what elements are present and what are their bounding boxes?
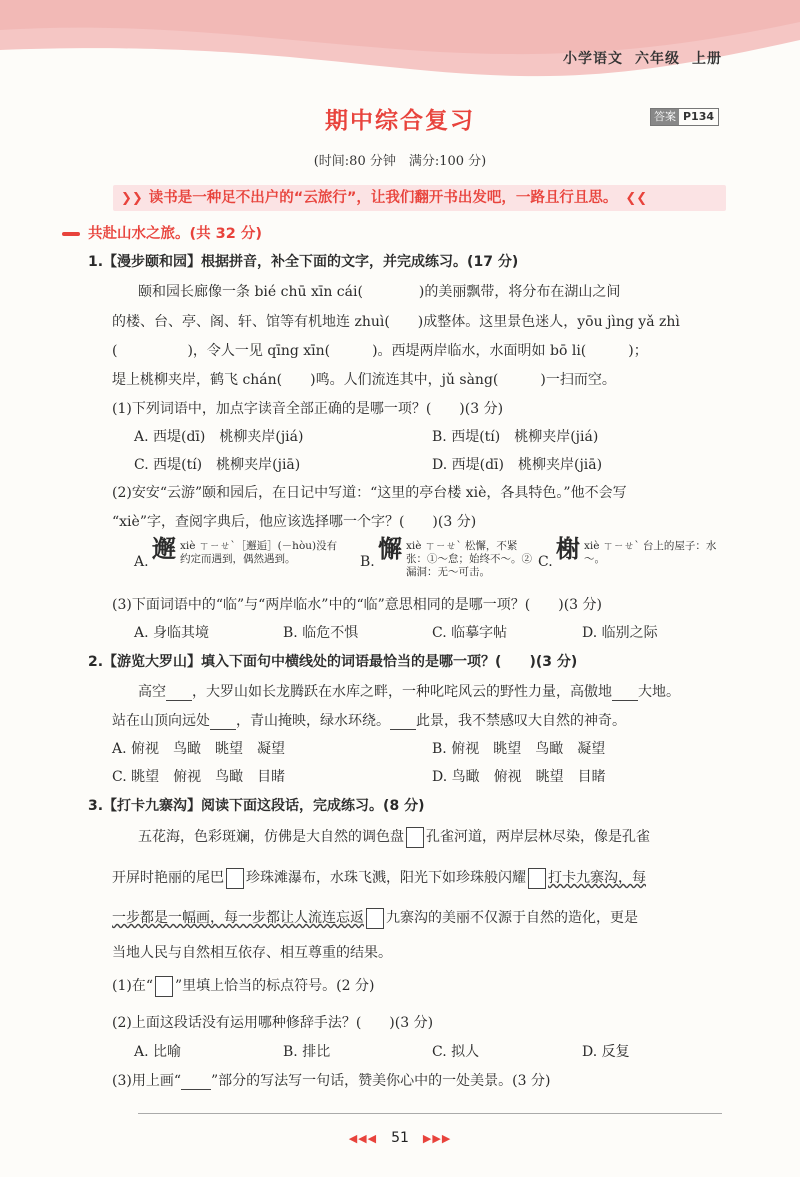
q1-sub3-option-c[interactable]: C. 临摹字帖 bbox=[432, 625, 508, 641]
page-header bbox=[0, 0, 800, 88]
answer-tag bbox=[650, 108, 719, 126]
section-title: 共赴山水之旅。(共 32 分) bbox=[88, 226, 263, 242]
q1-passage-line-2: 的楼、台、亭、阁、轩、馆等有机地连 zhuì( )成整体。这里景色迷人，yōu jìng yǎ zhì bbox=[112, 314, 680, 330]
page-title: 期中综合复习 bbox=[325, 108, 475, 134]
q3-text: ”部分的写法写一句话，赞美你心中的一处美景。(3 分) bbox=[211, 1073, 551, 1089]
q3-sub2: (2)上面这段话没有运用哪种修辞手法？( )(3 分) bbox=[112, 1015, 434, 1031]
q1-sub2-line-1: (2)安安“云游”颐和园后，在日记中写道：“这里的亭台楼 xiè，各具特色。”他不会写 bbox=[112, 485, 627, 501]
q3-text: ”里填上恰当的标点符号。(2 分) bbox=[175, 978, 375, 994]
page-footer bbox=[0, 1130, 800, 1146]
book-volume: 上册 bbox=[692, 51, 722, 67]
q3-punct-box-1[interactable] bbox=[406, 827, 424, 848]
q3-sub2-option-b[interactable]: B. 排比 bbox=[283, 1044, 331, 1060]
header-wave bbox=[0, 0, 800, 88]
left-arrows-icon: ◀◀◀ bbox=[348, 1132, 378, 1145]
page-number: 51 bbox=[391, 1130, 409, 1146]
q1-sub3: (3)下面词语中的“临”与“两岸临水”中的“临”意思相同的是哪一项？( )(3 分) bbox=[112, 597, 602, 613]
q1-sub1-option-d[interactable]: D. 西堤(dī) 桃柳夹岸(jiā) bbox=[432, 457, 603, 473]
exam-subtitle: (时间:80 分钟 满分:100 分) bbox=[313, 154, 487, 169]
q2-text: 此景，我不禁感叹大自然的神奇。 bbox=[416, 713, 626, 729]
dict-c-def: xiè ㄒㄧㄝˋ 台上的屋子：水～。 bbox=[584, 540, 717, 565]
dict-entry-b[interactable] bbox=[360, 534, 532, 586]
book-grade: 六年级 bbox=[635, 51, 680, 67]
q2-option-d[interactable]: D. 鸟瞰 俯视 眺望 目睹 bbox=[432, 769, 606, 785]
q2-option-b[interactable]: B. 俯视 眺望 鸟瞰 凝望 bbox=[432, 741, 606, 757]
q3-punct-box-4[interactable] bbox=[366, 908, 384, 929]
q3-text: (1)在“ bbox=[112, 978, 153, 994]
q1-sub1-option-a[interactable]: A. 西堤(dī) 桃柳夹岸(jiá) bbox=[134, 429, 304, 445]
q2-blank-1[interactable] bbox=[166, 684, 192, 701]
dict-a-def: xiè ㄒㄧㄝˋ［邂逅］(－hòu)没有约定而遇到，偶然遇到。 bbox=[180, 540, 338, 565]
answer-page: P134 bbox=[683, 110, 715, 123]
q2-blank-3[interactable] bbox=[210, 713, 236, 730]
q1-passage-line-1: 颐和园长廊像一条 bié chū xīn cái( )的美丽飘带，将分布在湖山之间 bbox=[138, 284, 621, 300]
q1-heading: 1.【漫步颐和园】根据拼音，补全下面的文字，并完成练习。(17 分) bbox=[88, 254, 519, 270]
dict-a-label: A. bbox=[134, 554, 149, 570]
q3-sub2-option-d[interactable]: D. 反复 bbox=[582, 1044, 630, 1060]
section-dash-icon bbox=[62, 232, 80, 236]
q3-passage-line-3 bbox=[112, 907, 638, 929]
dict-entry-a[interactable] bbox=[134, 534, 344, 586]
q3-punct-box-3[interactable] bbox=[528, 868, 546, 889]
q1-sub2-line-2: “xiè”字，查阅字典后，他应该选择哪一个字？( )(3 分) bbox=[112, 514, 477, 530]
footer-divider bbox=[138, 1113, 722, 1114]
q2-passage-line-1 bbox=[138, 681, 680, 701]
q3-punct-box-2[interactable] bbox=[226, 868, 244, 889]
dict-entry-c[interactable] bbox=[538, 534, 718, 586]
book-subject: 小学语文 bbox=[563, 51, 623, 67]
q3-underlined-text: 一步都是一幅画，每一步都让人流连忘返 bbox=[112, 910, 364, 926]
dict-c-label: C. bbox=[538, 554, 553, 570]
q1-sub1-option-c[interactable]: C. 西堤(tí) 桃柳夹岸(jiā) bbox=[134, 457, 301, 473]
q3-sub2-option-a[interactable]: A. 比喻 bbox=[134, 1044, 182, 1060]
q3-underlined-text: 打卡九寨沟，每 bbox=[548, 870, 646, 886]
q1-passage-line-4: 堤上桃柳夹岸，鹤飞 chán( )鸣。人们流连其中，jǔ sàng( )一扫而空。 bbox=[112, 372, 616, 388]
dict-b-def: xiè ㄒㄧㄝˋ 松懈，不紧张：①～怠；始终不～。②漏洞：无～可击。 bbox=[406, 540, 532, 578]
q3-text: (3)用上画“ bbox=[112, 1073, 181, 1089]
q3-text: 开屏时艳丽的尾巴 bbox=[112, 870, 224, 886]
book-info bbox=[551, 48, 722, 68]
q3-text: 五花海，色彩斑斓，仿佛是大自然的调色盘 bbox=[138, 829, 404, 845]
q2-text: 大地。 bbox=[638, 684, 680, 700]
q2-blank-4[interactable] bbox=[390, 713, 416, 730]
q3-sub2-option-c[interactable]: C. 拟人 bbox=[432, 1044, 480, 1060]
q3-text: 珍珠滩瀑布，水珠飞溅，阳光下如珍珠般闪耀 bbox=[246, 870, 526, 886]
q3-sub1-box-icon bbox=[155, 976, 173, 997]
q3-passage-line-4: 当地人民与自然相互依存、相互尊重的结果。 bbox=[112, 945, 392, 961]
q3-text: 九寨沟的美丽不仅源于自然的造化，更是 bbox=[386, 910, 638, 926]
q2-option-a[interactable]: A. 俯视 鸟瞰 眺望 凝望 bbox=[112, 741, 286, 757]
q3-sub1 bbox=[112, 975, 374, 997]
double-chevron-icon: ❯❯ bbox=[121, 191, 143, 206]
dict-b-char: 懈 bbox=[378, 534, 402, 563]
q3-passage-line-1 bbox=[138, 826, 650, 848]
q3-passage-line-2 bbox=[112, 867, 646, 889]
q1-passage-line-3: ( )，令人一见 qīng xīn( )。西堤两岸临水，水面明如 bō li( )； bbox=[112, 343, 648, 359]
double-chevron-icon-end: ❮❮ bbox=[625, 191, 648, 206]
dict-b-label: B. bbox=[360, 554, 375, 570]
q3-sub3 bbox=[112, 1070, 550, 1090]
banner-text: 读书是一种足不出户的“云旅行”，让我们翻开书出发吧，一路且行且思。 bbox=[148, 190, 618, 206]
q3-heading: 3.【打卡九寨沟】阅读下面这段话，完成练习。(8 分) bbox=[88, 798, 425, 814]
section-heading bbox=[62, 222, 262, 243]
q2-blank-2[interactable] bbox=[612, 684, 638, 701]
q1-sub3-option-d[interactable]: D. 临别之际 bbox=[582, 625, 658, 641]
q2-text: ，大罗山如长龙腾跃在水库之畔，一种叱咤风云的野性力量，高傲地 bbox=[192, 684, 612, 700]
q2-option-c[interactable]: C. 眺望 俯视 鸟瞰 目睹 bbox=[112, 769, 286, 785]
q2-text: 站在山顶向远处 bbox=[112, 713, 210, 729]
q2-text: ，青山掩映，绿水环绕。 bbox=[236, 713, 390, 729]
q3-text: 孔雀河道，两岸层林尽染，像是孔雀 bbox=[426, 829, 650, 845]
q2-heading: 2.【游览大罗山】填入下面句中横线处的词语最恰当的是哪一项？( )(3 分) bbox=[88, 654, 578, 670]
q3-underline-sample-icon bbox=[181, 1073, 211, 1090]
answer-label: 答案 bbox=[651, 109, 679, 125]
q2-text: 高空 bbox=[138, 684, 166, 700]
q1-sub1-option-b[interactable]: B. 西堤(tí) 桃柳夹岸(jiá) bbox=[432, 429, 599, 445]
q1-sub1: (1)下列词语中，加点字读音全部正确的是哪一项？( )(3 分) bbox=[112, 401, 504, 417]
q1-sub3-option-b[interactable]: B. 临危不惧 bbox=[283, 625, 359, 641]
dict-c-char: 榭 bbox=[556, 534, 580, 563]
q2-passage-line-2 bbox=[112, 710, 626, 730]
right-arrows-icon: ▶▶▶ bbox=[422, 1132, 452, 1145]
dict-a-char: 邂 bbox=[152, 534, 176, 563]
intro-banner bbox=[113, 185, 726, 211]
q1-sub3-option-a[interactable]: A. 身临其境 bbox=[134, 625, 210, 641]
